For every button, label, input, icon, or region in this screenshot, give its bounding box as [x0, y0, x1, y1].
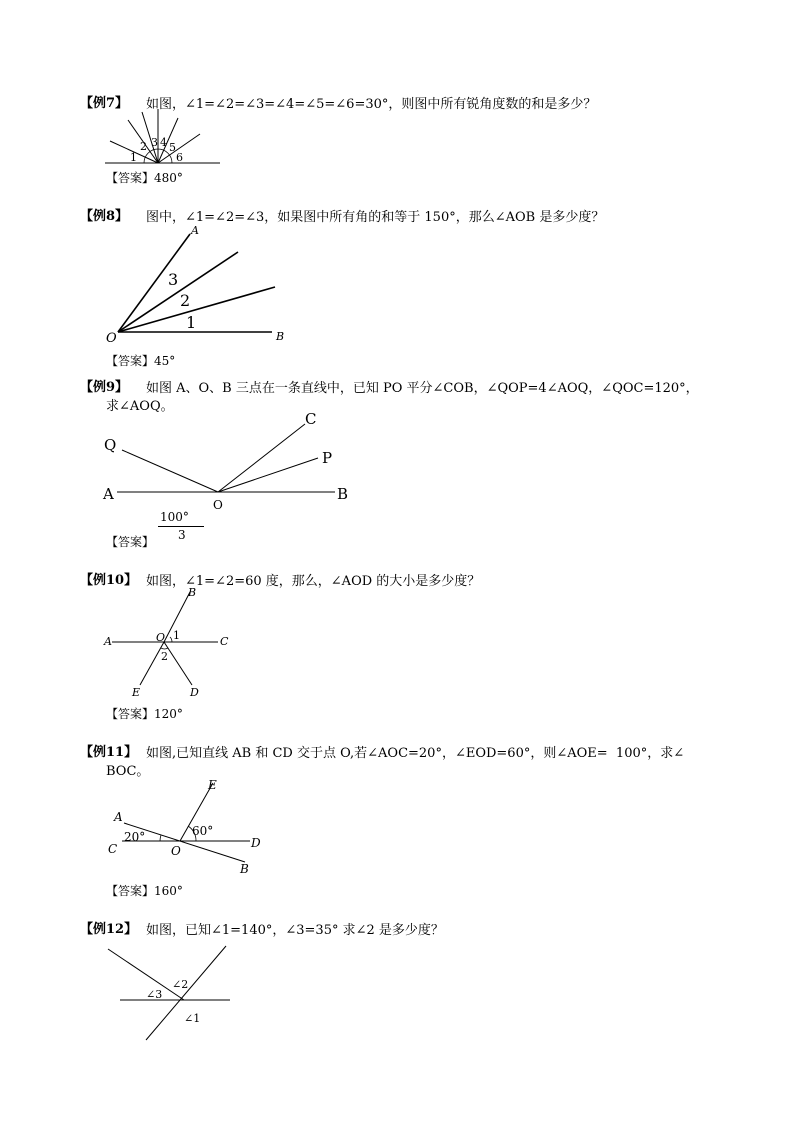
- ex11-label-B: B: [240, 862, 249, 876]
- example-8-figure: [100, 222, 300, 347]
- example-9-fraction-bar: [158, 526, 204, 527]
- example-9-question-line2: 求∠AOQ。: [106, 399, 174, 414]
- example-9-tag: 【例9】: [80, 380, 129, 395]
- example-10-answer: 120°: [154, 707, 183, 721]
- example-11-question-line2: BOC。: [106, 764, 150, 779]
- ex9-label-O: O: [213, 498, 223, 512]
- ex11-label-E: E: [208, 778, 217, 792]
- ex11-label-20deg: 20°: [124, 830, 146, 844]
- ex9-label-Q: Q: [104, 436, 117, 454]
- ex10-label-1: 1: [173, 629, 180, 642]
- ex7-label-5: 5: [169, 141, 176, 154]
- ex9-label-A: A: [103, 485, 114, 503]
- example-12-tag: 【例12】: [80, 922, 138, 937]
- example-7-tag: 【例7】: [80, 96, 129, 111]
- ex8-label-1: 1: [186, 313, 197, 332]
- example-7-answer-tag: 【答案】: [106, 171, 155, 185]
- ex12-label-angle3: ∠3: [146, 988, 163, 1001]
- ex8-label-O: O: [106, 331, 117, 346]
- ex11-label-O: O: [171, 844, 181, 858]
- example-9-answer-numerator: 100°: [160, 510, 189, 524]
- example-7-figure: [100, 108, 230, 168]
- example-8-question: 图中，∠1=∠2=∠3，如果图中所有角的和等于 150°，那么∠AOB 是多少度？: [146, 210, 605, 225]
- ex12-label-angle2: ∠2: [172, 978, 189, 991]
- example-8-answer: 45°: [154, 354, 176, 368]
- example-11-figure: [100, 775, 280, 880]
- ex12-label-angle1: ∠1: [184, 1012, 201, 1025]
- ex8-label-B: B: [276, 330, 285, 343]
- ex10-label-E: E: [132, 686, 141, 699]
- ex10-label-C: C: [220, 635, 229, 648]
- ex7-label-6: 6: [176, 151, 183, 164]
- example-10-question: 如图，∠1=∠2=60 度，那么，∠AOD 的大小是多少度？: [146, 574, 481, 589]
- ex7-label-4: 4: [160, 136, 167, 149]
- ex9-label-B: B: [337, 485, 349, 503]
- example-9-answer-tag: 【答案】: [106, 535, 155, 549]
- ex8-label-3: 3: [168, 270, 179, 289]
- ex11-label-A: A: [114, 810, 123, 824]
- example-9-answer-denominator: 3: [178, 528, 186, 542]
- ex10-label-B: B: [188, 586, 197, 599]
- example-10-tag: 【例10】: [80, 573, 138, 588]
- example-8-answer-tag: 【答案】: [106, 354, 155, 368]
- example-11-question-line1: 如图,已知直线 AB 和 CD 交于点 O,若∠AOC=20°，∠EOD=60°，则∠AOE= 100°，求∠: [146, 746, 685, 761]
- ex7-label-3: 3: [151, 136, 158, 149]
- ex7-label-2: 2: [140, 140, 147, 153]
- example-8-tag: 【例8】: [80, 209, 129, 224]
- example-9-figure: [100, 408, 360, 518]
- ex8-label-A: A: [191, 224, 199, 237]
- example-7-answer: 480°: [154, 171, 183, 185]
- ex10-label-O: O: [156, 631, 166, 644]
- example-10-figure: [100, 582, 240, 702]
- example-11-tag: 【例11】: [80, 745, 138, 760]
- ex7-label-1: 1: [130, 151, 137, 164]
- ex10-label-A: A: [104, 635, 112, 648]
- ex10-label-D: D: [190, 686, 199, 699]
- ex11-label-D: D: [251, 836, 261, 850]
- example-12-question: 如图，已知∠1=140°，∠3=35° 求∠2 是多少度？: [146, 923, 444, 938]
- ex9-label-C: C: [305, 410, 317, 428]
- example-12-figure: [100, 940, 240, 1048]
- example-9-question-line1: 如图 A、O、B 三点在一条直线中，已知 PO 平分∠COB，∠QOP=4∠AOQ，∠QOC=120°，: [146, 381, 699, 396]
- example-11-answer: 160°: [154, 884, 183, 898]
- example-10-answer-tag: 【答案】: [106, 707, 155, 721]
- example-11-answer-tag: 【答案】: [106, 884, 155, 898]
- ex9-label-P: P: [322, 449, 333, 467]
- ex10-label-2: 2: [161, 650, 168, 663]
- example-7-question: 如图，∠1=∠2=∠3=∠4=∠5=∠6=30°，则图中所有锐角度数的和是多少？: [146, 97, 597, 112]
- ex11-label-60deg: 60°: [192, 824, 214, 838]
- ex11-label-C: C: [108, 842, 118, 856]
- ex8-label-2: 2: [180, 291, 191, 310]
